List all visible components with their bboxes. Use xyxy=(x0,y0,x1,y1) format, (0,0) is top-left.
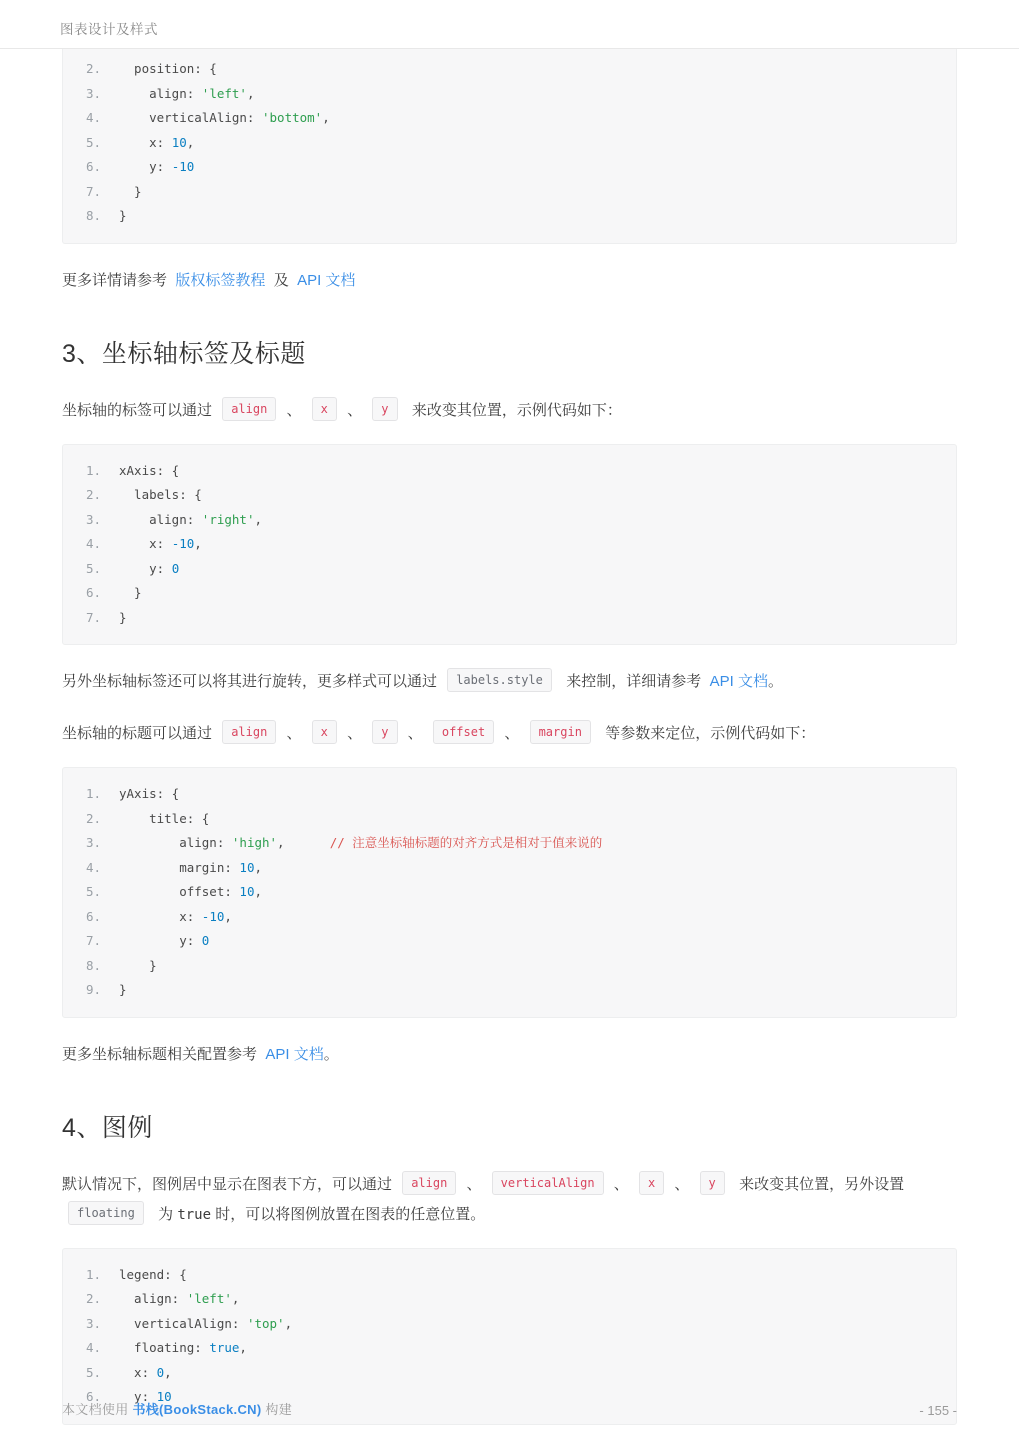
code-line xyxy=(63,204,956,229)
inline-code-legend-x: x xyxy=(639,1171,664,1195)
axis-labels-rotate-paragraph xyxy=(62,667,957,697)
text: 为 xyxy=(158,1205,174,1223)
text: 、 xyxy=(286,725,302,742)
code-comment: // 注意坐标轴标题的对齐方式是相对于值来说的 xyxy=(329,835,603,850)
code-line xyxy=(63,82,956,107)
section-heading-axis: 3、坐标轴标签及标题 xyxy=(62,339,306,368)
code-token: , xyxy=(254,884,263,899)
inline-code-floating: floating xyxy=(68,1201,144,1225)
inline-code-margin: margin xyxy=(530,720,591,744)
inline-code-vertical-align: verticalAlign xyxy=(492,1171,604,1195)
line-number: 3. xyxy=(85,1315,101,1331)
code-token: floating: xyxy=(119,1340,210,1355)
text: 时，可以将图例放置在图表的任意位置。 xyxy=(215,1205,486,1223)
code-token: } xyxy=(119,982,127,997)
text: 、 xyxy=(466,1175,482,1193)
code-token: align: xyxy=(119,835,232,850)
legend-intro-paragraph xyxy=(62,1170,957,1230)
code-line xyxy=(63,929,956,954)
line-number: 2. xyxy=(85,487,101,502)
code-token: , xyxy=(322,110,330,125)
line-number: 4. xyxy=(85,1340,101,1355)
code-line xyxy=(63,880,956,905)
code-token: , xyxy=(254,511,263,527)
code-token: x: xyxy=(119,908,202,924)
text: 。 xyxy=(323,1045,339,1063)
code-token: xAxis: { xyxy=(119,462,180,478)
axis-title-more-paragraph xyxy=(62,1040,957,1070)
text: 、 xyxy=(347,401,363,419)
code-line xyxy=(63,782,956,807)
code-line xyxy=(63,180,956,205)
code-line xyxy=(63,131,956,156)
page-number: - 155 - xyxy=(919,1403,957,1418)
code-block-legend xyxy=(62,1248,957,1425)
code-token: } xyxy=(119,183,142,199)
code-token: } xyxy=(119,957,157,973)
code-token: , xyxy=(231,1291,240,1306)
code-line xyxy=(63,1263,956,1288)
code-line xyxy=(63,954,956,979)
code-line xyxy=(63,978,956,1003)
code-line xyxy=(63,581,956,606)
footer-credit xyxy=(62,1399,292,1418)
code-token: } xyxy=(119,208,127,223)
code-token: 0 xyxy=(171,560,180,576)
code-token: align: xyxy=(119,85,202,101)
link-api-doc[interactable]: API 文档 xyxy=(297,271,356,289)
code-token: legend: { xyxy=(119,1266,187,1282)
text: 、 xyxy=(504,725,520,742)
line-number: 4. xyxy=(85,859,101,875)
code-block-yaxis xyxy=(62,767,957,1018)
inline-code-offset: offset xyxy=(433,720,494,744)
page-footer xyxy=(0,1399,1019,1440)
text: 及 xyxy=(273,271,289,289)
code-line xyxy=(63,106,956,131)
page-header xyxy=(0,0,1019,48)
code-token: true xyxy=(209,1340,240,1355)
line-number: 3. xyxy=(85,835,101,850)
line-number: 1. xyxy=(85,786,101,801)
code-token: 10 xyxy=(239,859,255,875)
line-number: 7. xyxy=(85,183,101,199)
code-line xyxy=(63,57,956,82)
inline-code-align-title: align xyxy=(222,720,276,744)
link-api-doc-labels[interactable]: API 文档 xyxy=(709,673,768,690)
link-api-doc-title[interactable]: API 文档 xyxy=(265,1045,324,1063)
code-line xyxy=(63,483,956,508)
link-bookstack[interactable]: 书栈(BookStack.CN) xyxy=(132,1402,262,1417)
code-line xyxy=(63,155,956,180)
code-token: } xyxy=(119,585,142,600)
line-number: 4. xyxy=(85,110,101,125)
text: 、 xyxy=(407,725,423,742)
code-token: y: xyxy=(119,933,202,948)
inline-code-y-title: y xyxy=(372,720,397,744)
code-token: -10 xyxy=(201,908,225,924)
header-title: 图表设计及样式 xyxy=(60,22,158,37)
line-number: 8. xyxy=(85,208,101,223)
axis-title-intro-paragraph xyxy=(62,719,957,749)
code-token: -10 xyxy=(171,159,195,174)
code-line xyxy=(63,606,956,631)
code-block-credits xyxy=(62,49,957,244)
code-token: 'right' xyxy=(201,511,255,527)
credits-more-paragraph xyxy=(62,266,957,296)
code-token: align: xyxy=(119,511,202,527)
line-number: 3. xyxy=(85,511,101,527)
code-token: margin: xyxy=(119,859,240,875)
line-number: 5. xyxy=(85,884,101,899)
code-line xyxy=(63,508,956,533)
code-token: } xyxy=(119,609,127,625)
code-token: 10 xyxy=(171,134,187,150)
line-number: 7. xyxy=(85,933,101,948)
code-token: 10 xyxy=(156,1389,172,1404)
text: 。 xyxy=(767,673,783,690)
code-token: 'high' xyxy=(231,835,278,850)
line-number: 3. xyxy=(85,85,101,101)
code-token: 0 xyxy=(156,1364,165,1380)
text: 来改变其位置，示例代码如下： xyxy=(411,401,622,419)
code-token: offset: xyxy=(119,884,240,899)
text: 、 xyxy=(286,401,302,419)
code-token: , xyxy=(246,85,255,101)
code-token: y: xyxy=(119,560,172,576)
code-token: 'left' xyxy=(201,85,247,101)
code-line xyxy=(63,557,956,582)
code-line xyxy=(63,532,956,557)
line-number: 8. xyxy=(85,957,101,973)
code-token: , xyxy=(284,1315,293,1331)
code-token: , xyxy=(224,908,232,924)
code-token: 'top' xyxy=(246,1315,285,1331)
section-heading-legend: 4、图例 xyxy=(62,1113,153,1142)
code-line xyxy=(63,856,956,881)
code-line xyxy=(63,1336,956,1361)
axis-labels-intro-paragraph xyxy=(62,396,957,426)
link-credits-tutorial[interactable]: 版权标签教程 xyxy=(175,271,266,289)
code-block-xaxis xyxy=(62,444,957,646)
code-token: 'bottom' xyxy=(262,110,323,125)
code-token: x: xyxy=(119,1364,157,1380)
line-number: 6. xyxy=(85,908,101,924)
line-number: 2. xyxy=(85,810,101,826)
text: 另外坐标轴标签还可以将其进行旋转，更多样式可以通过 xyxy=(62,673,438,690)
line-number: 5. xyxy=(85,134,101,150)
code-token: , xyxy=(186,134,195,150)
code-token: verticalAlign: xyxy=(119,110,262,125)
code-token: 'left' xyxy=(186,1291,232,1306)
line-number: 7. xyxy=(85,609,101,625)
text: 、 xyxy=(347,725,363,742)
code-token: verticalAlign: xyxy=(119,1315,247,1331)
text: 等参数来定位，示例代码如下： xyxy=(605,725,816,742)
code-line xyxy=(63,807,956,832)
line-number: 4. xyxy=(85,536,101,551)
line-number: 1. xyxy=(85,462,101,478)
text: 、 xyxy=(613,1175,629,1193)
text: 坐标轴的标签可以通过 xyxy=(62,401,213,419)
inline-code-legend-align: align xyxy=(402,1171,456,1195)
text: 默认情况下，图例居中显示在图表下方，可以通过 xyxy=(62,1175,393,1193)
line-number: 1. xyxy=(85,1266,101,1282)
code-token: align: xyxy=(119,1291,187,1306)
line-number: 6. xyxy=(85,585,101,600)
line-number: 6. xyxy=(85,1389,101,1404)
code-token: 0 xyxy=(201,933,210,948)
code-line xyxy=(63,1312,956,1337)
code-token: , xyxy=(164,1364,172,1380)
code-line xyxy=(63,459,956,484)
code-token: , xyxy=(254,859,263,875)
text: 构建 xyxy=(265,1402,293,1417)
line-number: 5. xyxy=(85,560,101,576)
code-token: 10 xyxy=(239,884,255,899)
line-number: 5. xyxy=(85,1364,101,1380)
code-token: yAxis: { xyxy=(119,786,180,801)
legend-floating-value: true xyxy=(177,1206,212,1223)
inline-code-x-title: x xyxy=(312,720,337,744)
text: 更多坐标轴标题相关配置参考 xyxy=(62,1045,258,1063)
code-token: y: xyxy=(119,159,172,174)
code-token: , xyxy=(194,536,202,551)
code-line xyxy=(63,831,956,856)
inline-code-legend-y: y xyxy=(700,1171,725,1195)
code-token: position: { xyxy=(119,61,217,76)
code-line xyxy=(63,905,956,930)
line-number: 2. xyxy=(85,61,101,76)
text: 、 xyxy=(674,1175,690,1193)
document-content xyxy=(0,49,1019,1425)
text: 更多详情请参考 xyxy=(62,271,168,289)
text: 来控制，详细请参考 xyxy=(566,673,702,690)
text: 本文档使用 xyxy=(62,1402,129,1417)
code-token: , xyxy=(277,835,330,850)
code-line xyxy=(63,1287,956,1312)
code-line xyxy=(63,1361,956,1386)
inline-code-y: y xyxy=(372,397,397,421)
code-token: title: { xyxy=(119,810,210,826)
code-token: x: xyxy=(119,134,172,150)
line-number: 2. xyxy=(85,1291,101,1306)
code-token: , xyxy=(239,1340,247,1355)
text: 坐标轴的标题可以通过 xyxy=(62,725,213,742)
code-token: x: xyxy=(119,536,172,551)
line-number: 6. xyxy=(85,159,101,174)
text: 来改变其位置，另外设置 xyxy=(739,1175,905,1193)
code-token: labels: { xyxy=(119,487,202,502)
inline-code-x: x xyxy=(312,397,337,421)
inline-code-labels-style: labels.style xyxy=(447,668,552,692)
line-number: 9. xyxy=(85,982,101,997)
code-token: y: xyxy=(119,1389,157,1404)
code-token: -10 xyxy=(171,536,195,551)
inline-code-align: align xyxy=(222,397,276,421)
